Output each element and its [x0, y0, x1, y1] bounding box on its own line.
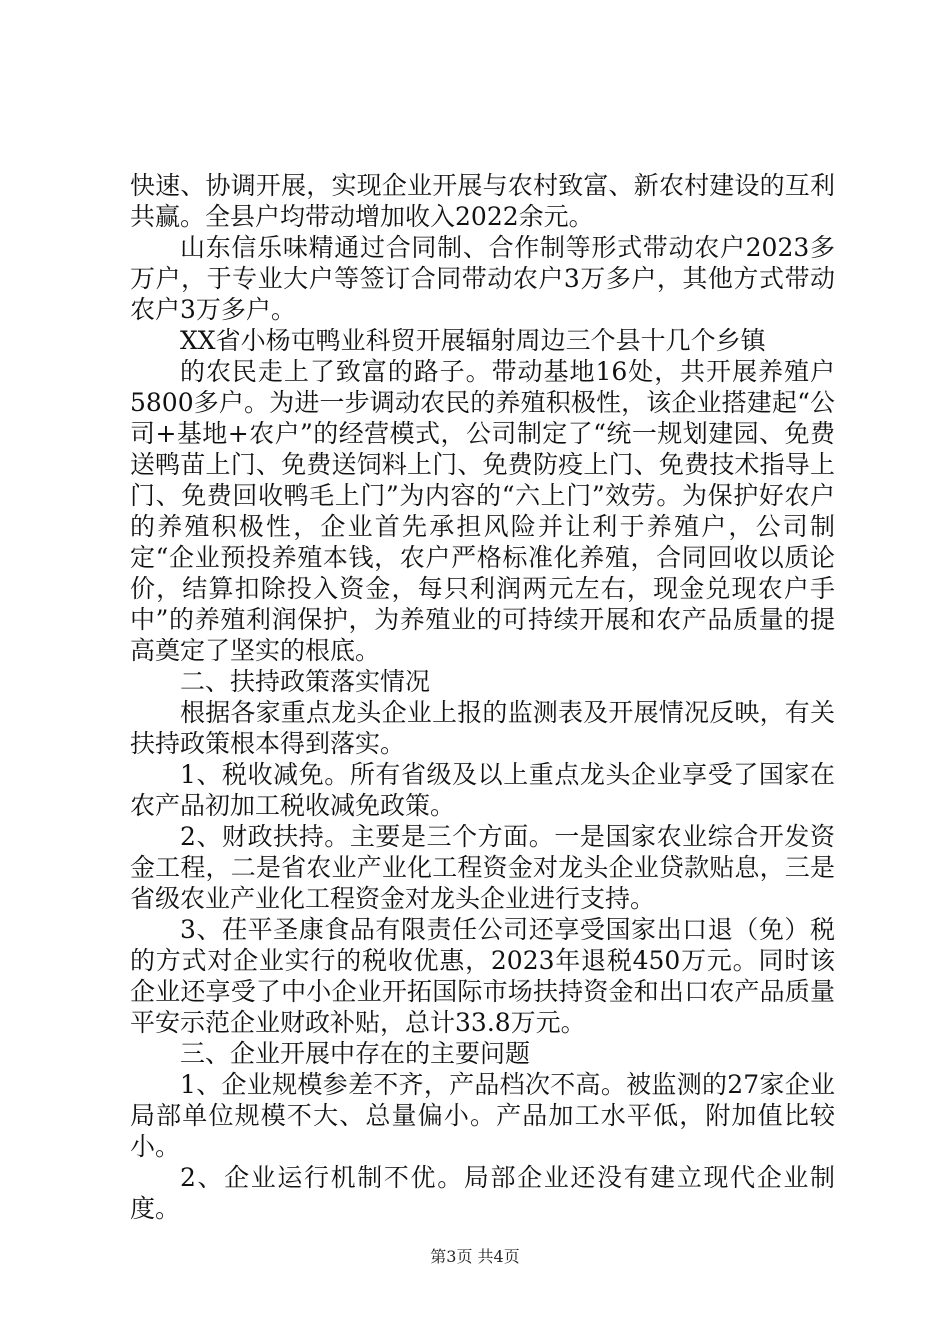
paragraph-4: 的农民走上了致富的路子。带动基地16处，共开展养殖户5800多户。为进一步调动农民的养殖积极性，该企业搭建起“公司+基地+农户”的经营模式，公司制定了“统一规划建园、免费送鸭苗上门、免费送饲料上门、免费防疫上门、免费技术指导上门、免费回收鸭毛上门”为内容的“六上门”效劳。为保护好农户的养殖积极性，企业首先承担风险并让利于养殖户，公司制定“企业预投养殖本钱，农户严格标准化养殖，合同回收以质论价，结算扣除投入资金，每只利润两元左右，现金兑现农户手中”的养殖利润保护，为养殖业的可持续开展和农产品质量的提高奠定了坚实的根底。	[130, 357, 835, 665]
section-heading-2: 二、扶持政策落实情况	[180, 667, 431, 696]
paragraph-2: 山东信乐味精通过合同制、合作制等形式带动农户2023多万户，于专业大户等签订合同带动农户3万多户，其他方式带动农户3万多户。	[130, 233, 835, 324]
paragraph-5: 根据各家重点龙头企业上报的监测表及开展情况反映，有关扶持政策根本得到落实。	[130, 698, 835, 758]
page-footer: 第3页 共4页	[430, 1247, 520, 1266]
paragraph-8: 3、茌平圣康食品有限责任公司还享受国家出口退（免）税的方式对企业实行的税收优惠，2023年退税450万元。同时该企业还享受了中小企业开拓国际市场扶持资金和出口农产品质量平安示范企业财政补贴，总计33.8万元。	[130, 915, 835, 1037]
section-heading-3: 三、企业开展中存在的主要问题	[180, 1039, 531, 1068]
paragraph-9: 1、企业规模参差不齐，产品档次不高。被监测的27家企业局部单位规模不大、总量偏小。产品加工水平低，附加值比较小。	[130, 1070, 835, 1161]
document-body	[130, 170, 835, 1224]
paragraph-1: 快速、协调开展，实现企业开展与农村致富、新农村建设的互利共赢。全县户均带动增加收入2022余元。	[130, 171, 835, 231]
paragraph-6: 1、税收减免。所有省级及以上重点龙头企业享受了国家在农产品初加工税收减免政策。	[130, 760, 835, 820]
paragraph-10: 2、企业运行机制不优。局部企业还没有建立现代企业制度。	[130, 1163, 835, 1223]
paragraph-7: 2、财政扶持。主要是三个方面。一是国家农业综合开发资金工程，二是省农业产业化工程资金对龙头企业贷款贴息，三是省级农业产业化工程资金对龙头企业进行支持。	[130, 822, 835, 913]
paragraph-3: XX省小杨屯鸭业科贸开展辐射周边三个县十几个乡镇	[180, 326, 766, 355]
